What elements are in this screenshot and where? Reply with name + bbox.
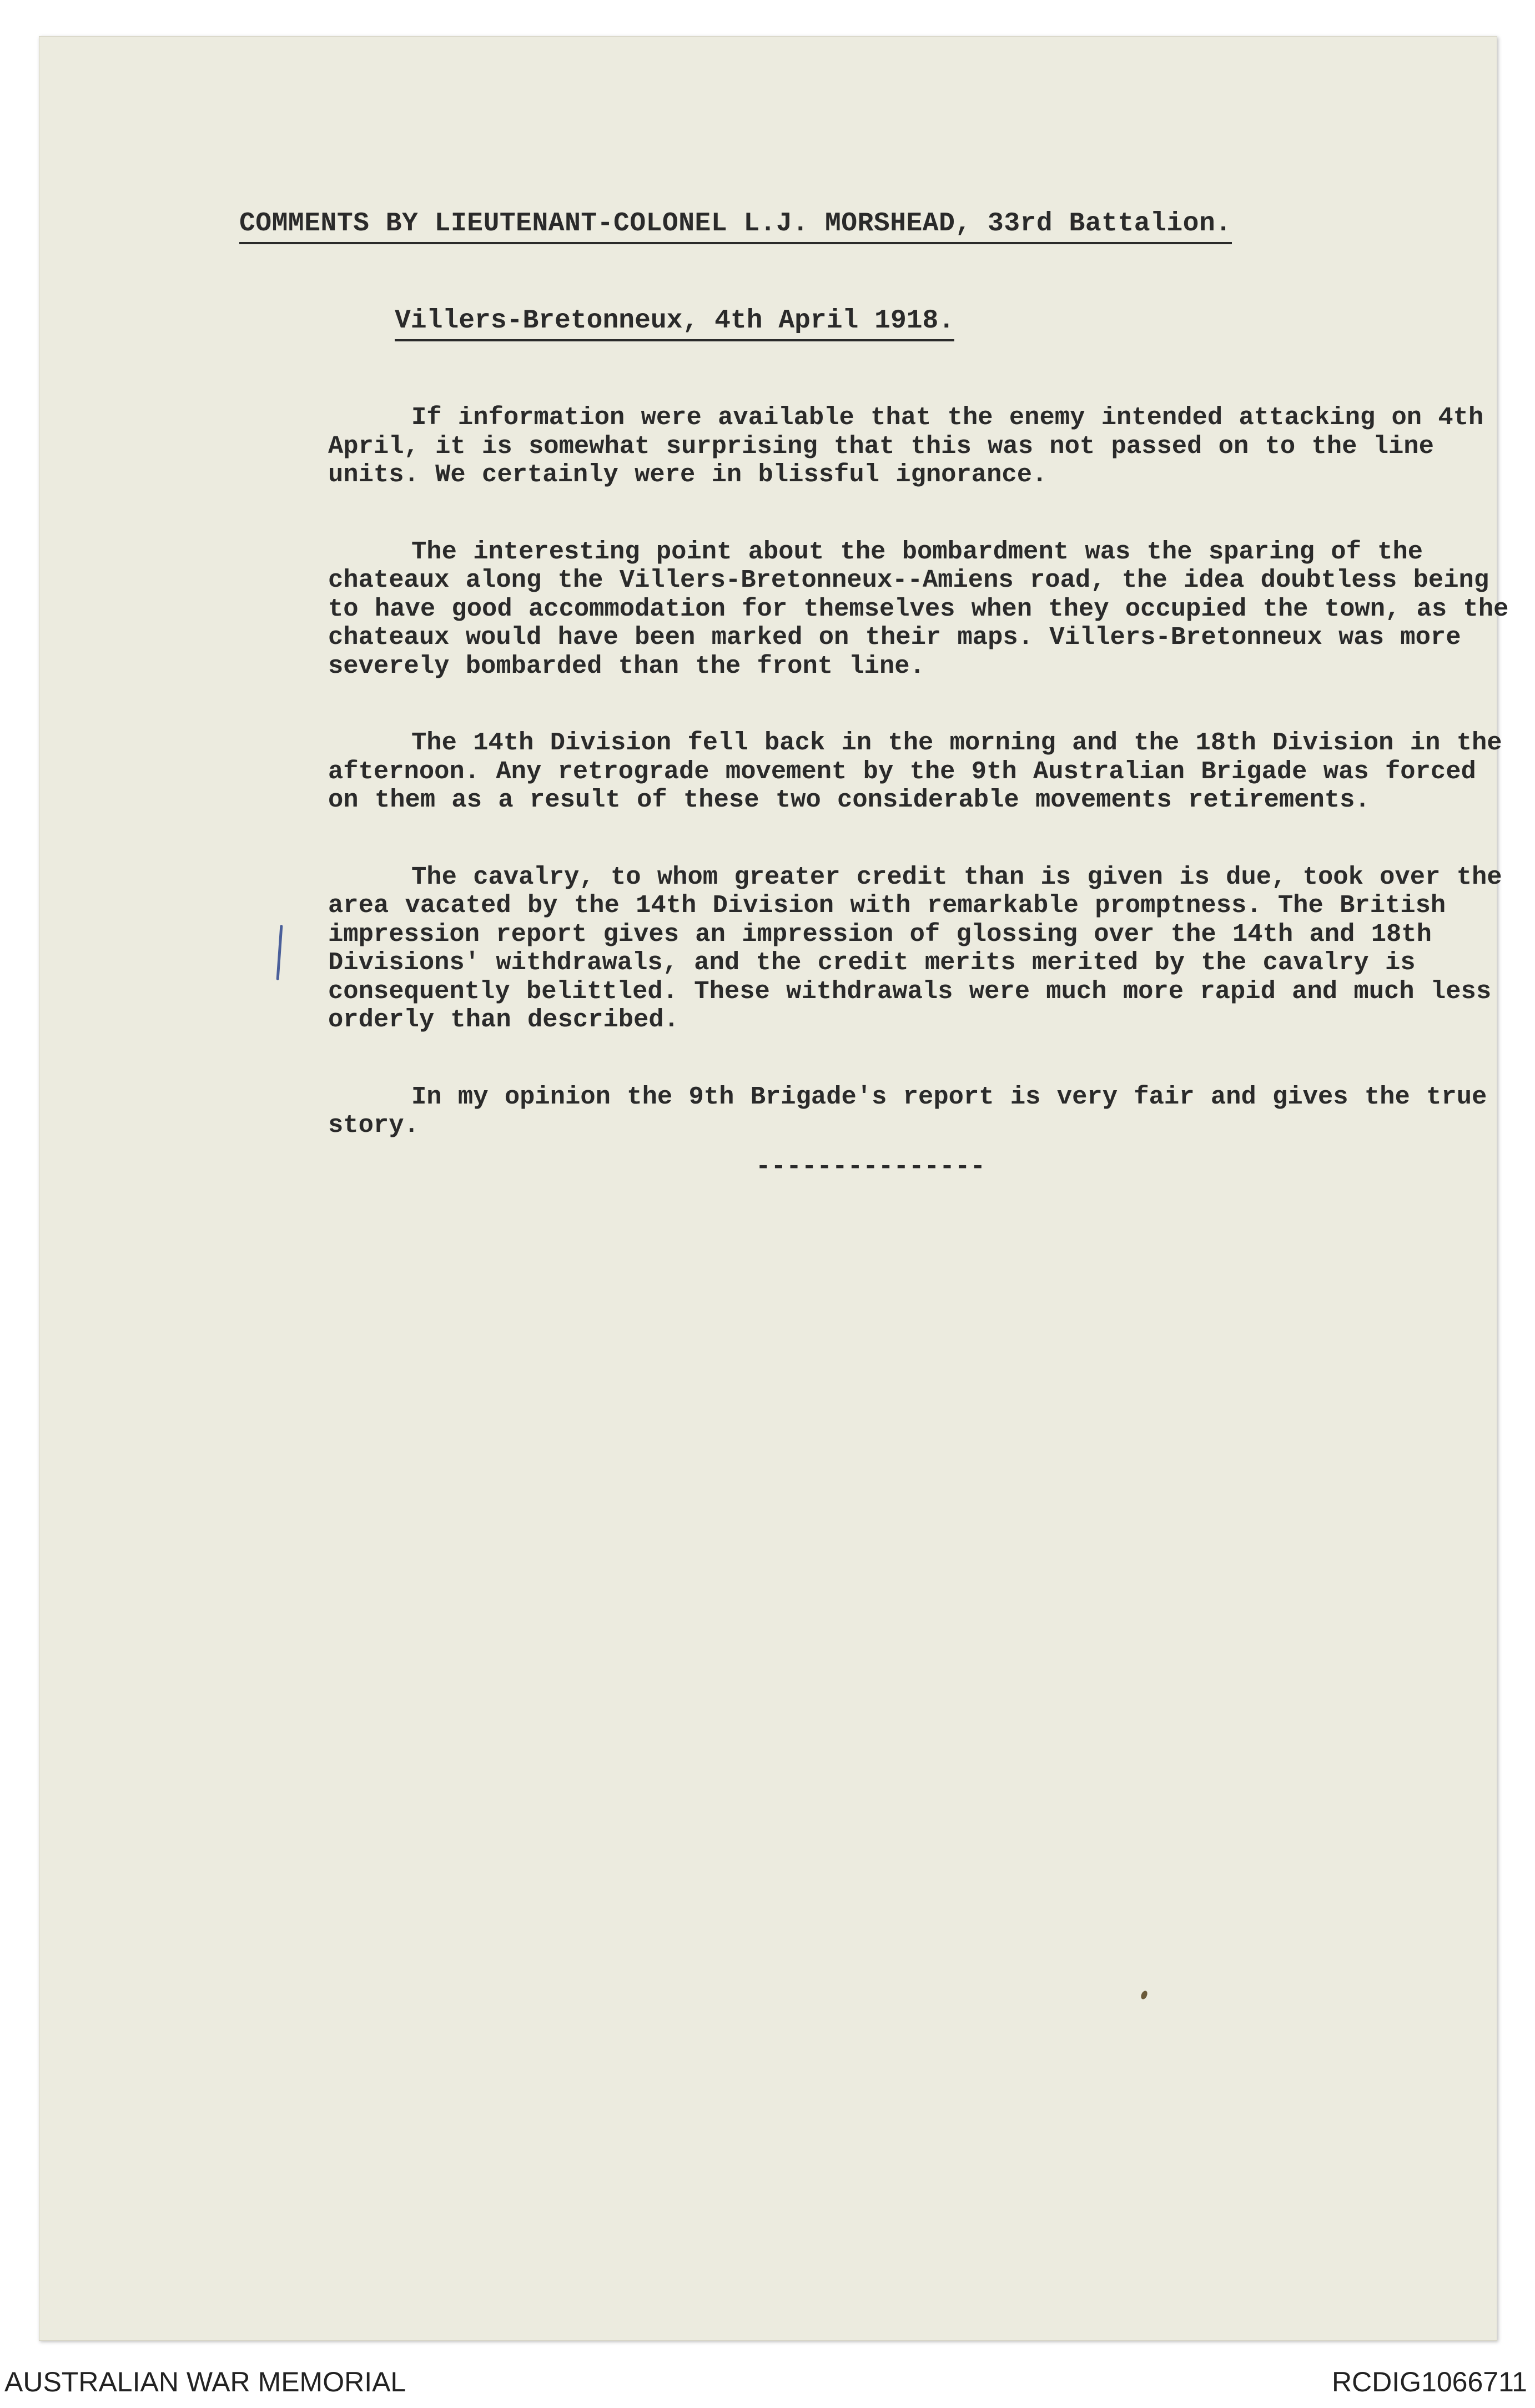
paper-speck xyxy=(1140,1990,1149,2001)
paragraph: The cavalry, to whom greater credit than is given is due, took over the area vacated by the 14th Division with remarkable promptness. The British impression report gives an impression of glossing over the 14th and 18th Divisions' withdrawals, and the credit merits merited by the cavalry is consequently belittled. These withdrawals were much more rapid and much less orderly than described. xyxy=(328,862,1502,1034)
archive-credit: AUSTRALIAN WAR MEMORIAL xyxy=(4,2366,406,2397)
end-divider: --------------- xyxy=(756,1152,986,1181)
archive-id: RCDIG1066711 xyxy=(1331,2366,1527,2397)
paragraph: In my opinion the 9th Brigade's report is very fair and gives the true story. xyxy=(328,1082,1487,1140)
document-body xyxy=(328,384,1522,1188)
margin-pen-mark xyxy=(276,925,283,980)
document-page xyxy=(39,36,1509,2341)
document-heading: COMMENTS BY LIEUTENANT-COLONEL L.J. MORSHEAD, 33rd Battalion. xyxy=(239,209,1232,244)
paragraph: The 14th Division fell back in the morning and the 18th Division in the afternoon. Any retrograde movement by the 9th Australian Brigade was forced on them as a result of these two considerable movements retirements. xyxy=(328,728,1502,814)
paragraph: If information were available that the enemy intended attacking on 4th April, it is somewhat surprising that this was not passed on to the line units. We certainly were in blissful ignorance. xyxy=(328,403,1484,489)
document-subheading: Villers-Bretonneux, 4th April 1918. xyxy=(395,306,954,341)
paragraph: The interesting point about the bombardment was the sparing of the chateaux along the Villers-Bretonneux--Amiens road, the idea doubtless being to have good accommodation for themselves when they occupied the town, as the chateaux would have been marked on their maps. Villers-Bretonneux was more severely bombarded than the front line. xyxy=(328,537,1509,681)
